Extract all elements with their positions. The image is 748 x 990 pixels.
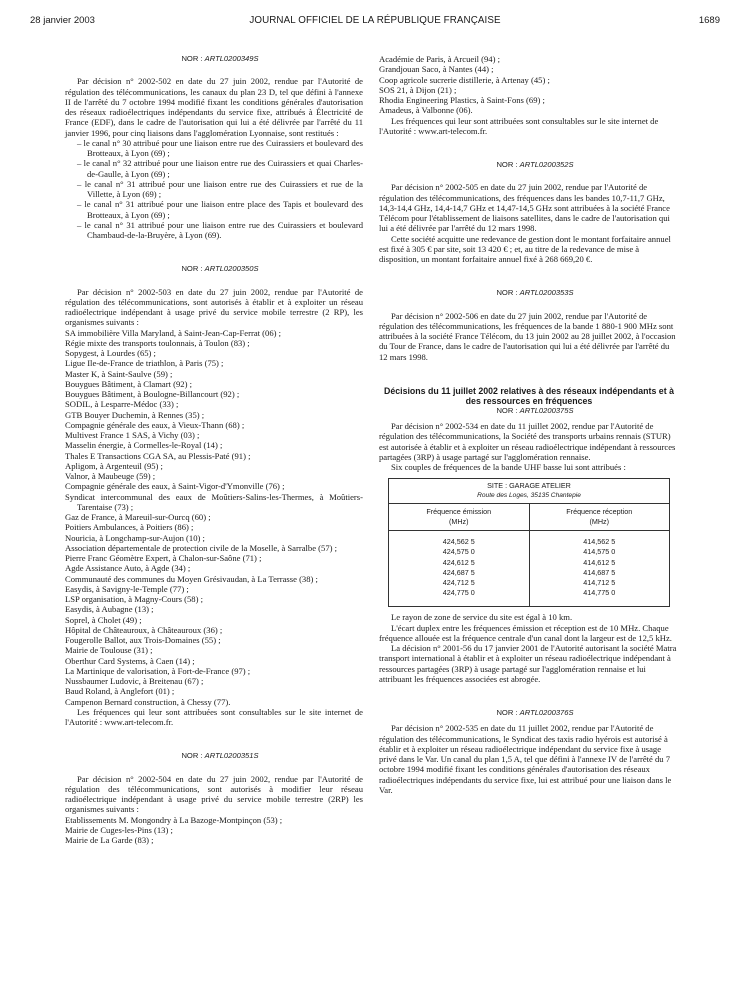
organisation-item: Pierre Franc Géomètre Expert, à Chalon-sur-Saône (71) ; xyxy=(65,553,262,563)
organisation-item: Poitiers Ambulances, à Poitiers (86) ; xyxy=(65,522,194,533)
issue-date: 28 janvier 2003 xyxy=(30,15,95,26)
journal-title: JOURNAL OFFICIEL DE LA RÉPUBLIQUE FRANÇAISE xyxy=(249,15,501,26)
organisation-item: Mairie de Toulouse (31) ; xyxy=(65,645,153,656)
organisation-item: Fougerolle Ballot, aux Trois-Domaines (55) ; xyxy=(65,635,221,645)
zone-paragraph: Le rayon de zone de service du site est égal à 10 km. xyxy=(391,612,573,623)
organisation-item: Coop agricole sucrerie distillerie, à Artenay (45) ; xyxy=(379,74,550,85)
emission-frequency: 424,687 5 xyxy=(442,567,475,577)
decision-paragraph: Par décision n° 2002-534 en date du 11 juillet 2002, rendue par l'Autorité de régulation des télécommunications, la Société des transports urbains rennais (STUR) est autorisée à établir et à exploiter un réseau radioélectrique indépendant à ressources partagées (3RP) à usage partagé sur l'agglomération rennaise. xyxy=(379,421,676,462)
emission-frequency: 424,775 0 xyxy=(442,588,475,598)
canal-list xyxy=(65,138,363,241)
organisation-item: Easydis, à Savigny-le-Temple (77) ; xyxy=(65,583,189,594)
organisation-item: Bouygues Bâtiment, à Boulogne-Billancourt (92) ; xyxy=(65,389,240,399)
emission-frequency: 424,712 5 xyxy=(442,578,475,588)
organisation-item: Sopygest, à Lourdes (65) ; xyxy=(65,348,156,358)
decision-paragraph: Par décision n° 2002-504 en date du 27 juin 2002, rendue par l'Autorité de régulation des télécommunications, sont autorisés à modifier leur réseau radioélectrique indépendant à usage privé du service mobile terrestre (2RP) les organismes suivants : xyxy=(65,773,363,815)
abrogation-paragraph: La décision n° 2001-56 du 17 janvier 2001 de l'Autorité autorisant la société Matra transport international à établir et à exploiter un réseau radioélectrique indépendant à ressources partagées (3RP) à usage partagé sur l'agglomération rennaise et lui attribuant les fréquences associées est abrogée. xyxy=(379,643,677,684)
reception-frequency: 414,612 5 xyxy=(583,557,616,567)
organisation-item: Mairie de Cuges-les-Pins (13) ; xyxy=(65,824,173,835)
organisation-item: SODIL, à Lesparre-Médoc (33) ; xyxy=(65,399,179,410)
organisation-item: Rhodia Engineering Plastics, à Saint-Fons (69) ; xyxy=(379,95,545,105)
organisation-item: Etablissements M. Mongondry à La Bazoge-Montpinçon (53) ; xyxy=(65,814,283,825)
organisation-item: Nussbaumer Ludovic, à Breitenau (67) ; xyxy=(65,676,204,686)
organisation-item: Association départementale de protection civile de la Moselle, à Sarralbe (57) ; xyxy=(65,542,338,553)
organisation-item: La Martinique de valorisation, à Fort-de-France (97) ; xyxy=(65,665,251,676)
organisation-item: Syndicat intercommunal des eaux de Moûtiers-Salins-les-Thermes, à Moûtiers-Tarentaise (73) ; xyxy=(65,491,363,512)
section-title: Décisions du 11 juillet 2002 relatives à des réseaux indépendants et à des ressources en fréquences xyxy=(384,385,674,406)
duplex-paragraph: L'écart duplex entre les fréquences émission et réception est de 10 MHz. Chaque fréquence allouée est la fréquence centrale d'un canal dont la largeur est de 12,5 kHz. xyxy=(379,622,672,643)
page-number: 1689 xyxy=(698,15,720,26)
decision-paragraph: Par décision n° 2002-506 en date du 27 juin 2002, rendue par l'Autorité de régulation des télécommunications, les fréquences de la bande 1 880-1 900 MHz sont attribuées à la société France Télécom, du 13 juin 2002 au 28 juillet 2002, à l'occasion du Tour de France, dans le cadre de l'autorisation qui lui a été délivrée par l'arrêté du 12 mars 1998. xyxy=(379,310,676,362)
left-column xyxy=(65,54,363,845)
organisation-item: Régie mixte des transports toulonnais, à Toulon (83) ; xyxy=(65,337,250,348)
canal-item: – le canal n° 31 attribué pour une liaison entre rue des Cuirassiers et rue de la Villette, à Lyon (69) ; xyxy=(77,178,363,199)
organisation-item: Apligom, à Argenteuil (95) ; xyxy=(65,460,163,471)
frequency-intro: Six couples de fréquences de la bande UHF basse lui sont attribués : xyxy=(391,462,626,472)
organisation-item: Gaz de France, à Mareuil-sur-Ourcq (60) ; xyxy=(65,512,211,522)
organisation-item: Nouricia, à Longchamp-sur-Aujon (10) ; xyxy=(65,532,205,543)
nor-reference: NOR : ARTL0200375S xyxy=(496,405,574,415)
reception-frequency: 414,712 5 xyxy=(583,578,616,588)
decision-paragraph: Par décision n° 2002-503 en date du 27 juin 2002, rendue par l'Autorité de régulation des télécommunications, sont autorisés à établir et à exploiter un réseau radioélectrique indépendant à usage privé du service mobile terrestre (2 RP), les organismes suivants : xyxy=(65,286,363,328)
organisation-item: Oberthur Card Systems, à Caen (14) ; xyxy=(65,655,195,666)
canal-item: – le canal n° 32 attribué pour une liaison entre rue des Cuirassiers et quai Charles-de-Gaulle, à Lyon (69) ; xyxy=(77,158,363,179)
organisation-item: Masselin énergie, à Cormelles-le-Royal (14) ; xyxy=(65,440,223,451)
reception-frequency: 414,575 0 xyxy=(583,547,616,557)
organisation-item: Ligue Ile-de-France de triathlon, à Paris (75) ; xyxy=(65,358,224,369)
organisation-item: Easydis, à Aubagne (13) ; xyxy=(65,604,154,615)
redevance-paragraph: Cette société acquitte une redevance de gestion dont le montant forfaitaire annuel est fixé à 305 € par site, soit 13 420 € ; et, au titre de la redevance de mise à disposition, un montant forfaitaire annuel fixé à 268 669,20 €. xyxy=(379,233,671,264)
reception-header: Fréquence réception (MHz) xyxy=(529,504,670,531)
organisation-item: Compagnie générale des eaux, à Vieux-Thann (68) ; xyxy=(65,419,245,430)
emission-frequency: 424,612 5 xyxy=(442,557,475,567)
organisation-item: Compagnie générale des eaux, à Saint-Vigor-d'Ymonville (76) ; xyxy=(65,481,285,492)
nor-reference: NOR : ARTL0200352S xyxy=(496,160,574,169)
canal-item: – le canal n° 31 attribué pour une liaison entre place des Tapis et boulevard des Brotteaux, à Lyon (69) ; xyxy=(77,199,363,220)
organisation-item: Multivest France 1 SAS, à Vichy (03) ; xyxy=(65,430,200,440)
organisation-item: Hôpital de Châteauroux, à Châteauroux (36) ; xyxy=(65,624,223,635)
canal-item: – le canal n° 30 attribué pour une liaison entre rue des Cuirassiers et boulevard des Brotteaux, à Lyon (69) ; xyxy=(77,137,363,158)
organisation-item: Mairie de La Garde (83) ; xyxy=(65,835,154,845)
frequency-table xyxy=(388,478,670,607)
organisation-item: Soprel, à Cholet (49) ; xyxy=(65,614,142,625)
reception-values xyxy=(529,531,670,607)
reception-frequency: 414,562 5 xyxy=(583,537,616,547)
organisation-item: Baud Roland, à Anglefort (01) ; xyxy=(65,686,175,697)
page-header xyxy=(30,13,720,29)
nor-reference: NOR : ARTL0200349S xyxy=(181,54,259,63)
organisation-item: Grandjouan Saco, à Nantes (44) ; xyxy=(379,64,494,75)
organisation-item: Bouygues Bâtiment, à Clamart (92) ; xyxy=(65,378,192,389)
canal-item: – le canal n° 31 attribué pour une liaison entre rue des Cuirassiers et boulevard Chambaud-de-la-Bruyère, à Lyon (69). xyxy=(77,219,363,240)
organisation-list xyxy=(379,54,679,116)
nor-reference: NOR : ARTL0200353S xyxy=(496,288,574,298)
consultation-paragraph: Les fréquences qui leur sont attribuées sont consultables sur le site internet de l'Autorité : www.art-telecom.fr. xyxy=(379,115,659,136)
organisation-item: Valnor, à Maubeuge (59) ; xyxy=(65,471,156,481)
site-cell: SITE : GARAGE ATELIER Route des Loges, 35135 Chantepie xyxy=(389,479,670,504)
decision-paragraph: Par décision n° 2002-502 en date du 27 juin 2002, rendue par l'Autorité de régulation des télécommunications, les canaux du plan 23 D, tel que défini à l'annexe II de l'arrêté du 7 octobre 1994 modifié fixant les conditions générales d'autorisation des réseaux radioélectriques indépendants du service fixe, attribués à Électricité de France (EDF), dans le cadre de l'autorisation qui lui a été délivrée par l'arrêté du 11 janvier 1996, pour cinq liaisons dans l'agglomération Lyonnaise, sont restitués : xyxy=(65,76,363,138)
decision-paragraph: Par décision n° 2002-535 en date du 11 juillet 2002, rendue par l'Autorité de régulation des télécommunications, le Syndicat des taxis radio hyérois est autorisé à établir et à exploiter un réseau radioélectrique indépendant du service fixe à usage privé dans le Var. Un canal du plan 1,5 A, tel que défini à l'annexe IV de l'arrêté du 7 octobre 1994 modifié fixant les conditions générales d'autorisation des réseaux radioélectriques indépendants du service fixe, lui est attribué pour une liaison dans le Var. xyxy=(379,723,672,795)
organisation-item: SOS 21, à Dijon (21) ; xyxy=(379,84,457,95)
nor-reference: NOR : ARTL0200351S xyxy=(181,751,259,761)
organisation-item: Communauté des communes du Moyen Grésivaudan, à La Terrasse (38) ; xyxy=(65,573,318,584)
right-column-continuation xyxy=(379,54,679,795)
emission-frequency: 424,562 5 xyxy=(442,537,475,547)
decision-paragraph: Par décision n° 2002-505 en date du 27 juin 2002, rendue par l'Autorité de régulation des télécommunications, des fréquences dans les bandes 10,7-11,7 GHz, 14,3-14,4 GHz, 14,4-14,7 GHz et 14,47-14,5 GHz sont attribuées à la société France Télécom pour l'établissement de liaisons satellites, dans le cadre de l'autorisation qui lui a été délivrée par l'arrêté du 12 mars 1998. xyxy=(379,182,670,234)
organisation-item: LSP organisation, à Magny-Cours (58) ; xyxy=(65,594,203,604)
organisation-item: Amadeus, à Valbonne (06). xyxy=(379,105,473,116)
emission-header: Fréquence émission (MHz) xyxy=(389,504,530,531)
reception-frequency: 414,687 5 xyxy=(583,567,616,577)
organisation-item: GTB Bouyer Duchemin, à Rennes (35) ; xyxy=(65,409,205,420)
emission-values xyxy=(389,531,530,607)
consultation-paragraph: Les fréquences qui leur sont attribuées sont consultables sur le site internet de l'Autorité : www.art-telecom.fr. xyxy=(65,706,363,727)
organisation-item: Campenon Bernard construction, à Chessy (77). xyxy=(65,696,231,707)
organisation-list xyxy=(65,815,363,846)
organisation-item: Académie de Paris, à Arcueil (94) ; xyxy=(379,54,500,64)
organisation-item: Master K, à Saint-Saulve (59) ; xyxy=(65,368,173,379)
emission-frequency: 424,575 0 xyxy=(442,547,475,557)
nor-reference: NOR : ARTL0200350S xyxy=(181,264,259,274)
reception-frequency: 414,775 0 xyxy=(583,588,616,598)
organisation-item: SA immobilière Villa Maryland, à Saint-Jean-Cap-Ferrat (06) ; xyxy=(65,327,282,338)
nor-reference: NOR : ARTL0200376S xyxy=(496,708,574,718)
organisation-item: Agde Assistance Auto, à Agde (34) ; xyxy=(65,563,191,574)
organisation-list xyxy=(65,328,363,707)
organisation-item: Thales E Transactions CGA SA, au Plessis-Paté (91) ; xyxy=(65,450,251,461)
